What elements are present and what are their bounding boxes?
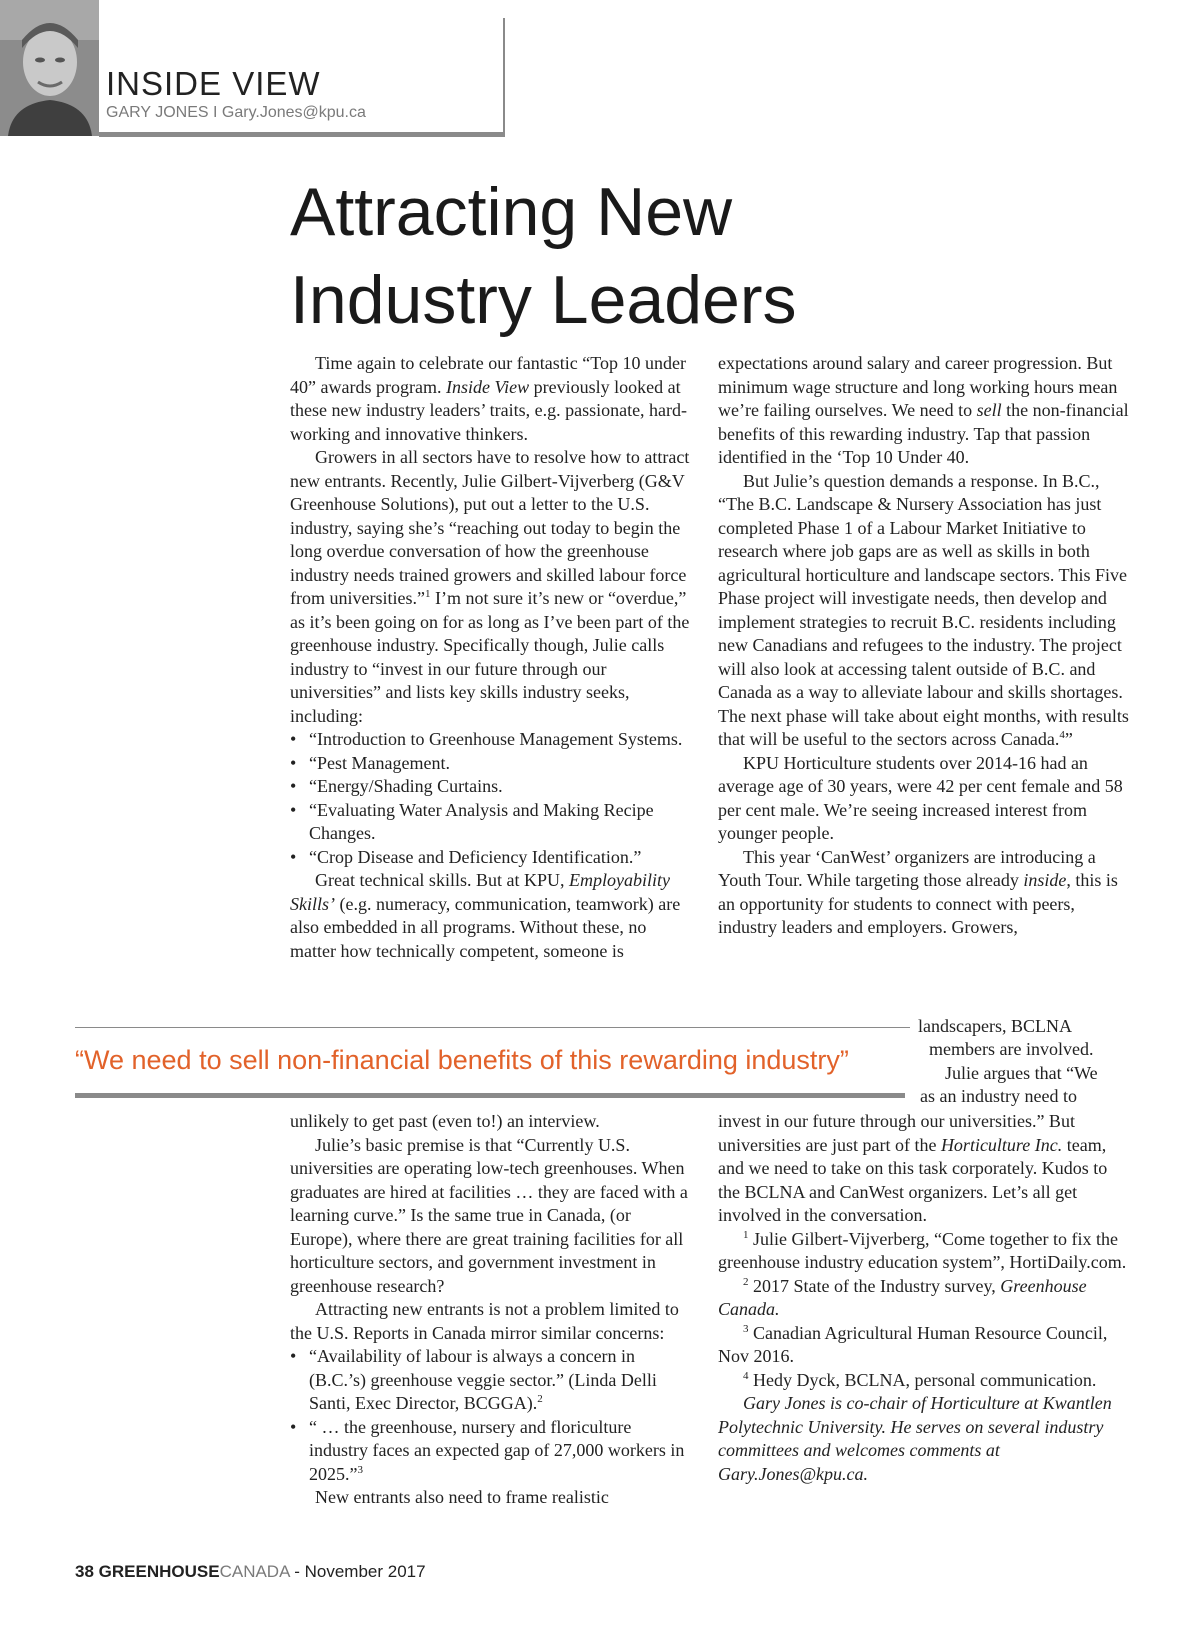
italic-text: inside	[1023, 870, 1067, 890]
footnote-number: 4	[743, 1369, 749, 1382]
italic-text: Gary Jones is co-chair of Horticulture at Kwantlen Polytechnic University. He serves on several industry committees and welcomes comments at Gary.Jones@kpu.ca.	[718, 1393, 1112, 1484]
footnote-ref: 4	[1059, 729, 1065, 741]
body-column-1	[290, 352, 690, 963]
pull-quote: “We need to sell non-financial benefits of this rewarding industry”	[75, 1045, 849, 1075]
footnote-number: 3	[743, 1322, 749, 1335]
italic-text: Greenhouse Canada.	[718, 1275, 1087, 1319]
text-run: , this is an opportunity for students to connect with peers, industry leaders and employers. Growers,	[718, 870, 1118, 937]
text-run: (e.g. numeracy, communication, teamwork) are also embedded in all programs. Without these, no matter how technically competent, someone is	[290, 893, 681, 961]
text-run: previously looked at these new industry leaders’ traits, e.g. passionate, hard-working and innovative thinkers.	[290, 376, 688, 444]
quotes-list	[290, 1345, 690, 1486]
footnote-ref: 1	[424, 588, 431, 600]
text-run: I’m not sure it’s new or “overdue,” as it’s been going on for as long as I’ve been part of the greenhouse industry. Specifically though, Julie calls industry to “invest in our future through our universities” and lists key skills industry seeks, including:	[290, 588, 690, 726]
footnote-1	[718, 1228, 1130, 1275]
text-run: Hedy Dyck, BCLNA, personal communication.	[748, 1369, 1097, 1390]
text-wrap-line: as an industry need to	[920, 1086, 1077, 1106]
text-run: Growers in all sectors have to resolve how to attract new entrants. Recently, Julie Gilbert-Vijverberg (G&V Greenhouse Solutions), put out a letter to the U.S. industry, saying she’s “reaching out today to begin the long overdue conversation of how the greenhouse industry needs trained growers and skilled labour force from universities.”	[290, 447, 690, 608]
italic-text: Inside View	[445, 376, 530, 397]
text-run: expectations around salary and career progression. But minimum wage structure and long working hours mean we’re failing ourselves. We need to	[718, 353, 1118, 420]
column-name: INSIDE VIEW	[106, 65, 321, 102]
text-run: But Julie’s question demands a response. In B.C., “The B.C. Landscape & Nursery Association has just completed Phase 1 of a Labour Market Initiative to research where job gaps are as well as skills in both agricultural horticulture and landscape sectors. This Five Phase project will investigate needs, then develop and implement strategies to recruit B.C. residents including new Canadians and refugees to the industry. The project will also look at accessing talent outside of B.C. and Canada as a way to alleviate labour and skills shortages. The next phase will take about eight months, with results that will be useful to the sectors across Canada.	[718, 470, 1129, 749]
author-portrait-icon	[0, 0, 99, 136]
paragraph	[290, 446, 690, 728]
column-header	[0, 0, 505, 138]
text-run: “ … the greenhouse, nursery and floriculture industry faces an expected gap of 27,000 workers in 2025.”	[309, 1416, 685, 1484]
header-divider-vertical	[503, 18, 505, 136]
paragraph	[718, 470, 1130, 752]
footnote-number: 2	[743, 1275, 749, 1288]
headline-line-2: Industry Leaders	[290, 262, 797, 338]
text-wrap-line: landscapers, BCLNA	[918, 1016, 1072, 1036]
article-headline	[290, 168, 990, 344]
text-wrap-line: Julie argues that “We	[945, 1063, 1098, 1083]
paragraph	[718, 352, 1130, 470]
text-run: 2017 State of the Industry survey,	[748, 1275, 1001, 1296]
text-run: Great technical skills. But at KPU,	[315, 870, 569, 890]
paragraph	[290, 869, 690, 963]
body-column-1-continued	[290, 1110, 690, 1510]
paragraph: KPU Horticulture students over 2014-16 had an average age of 30 years, were 42 per cent female and 58 per cent male. We’re seeing increased interest from younger people.	[718, 752, 1123, 843]
body-column-2-continued	[718, 1110, 1130, 1486]
headline-line-1: Attracting New	[290, 174, 733, 250]
text-run: This year ‘CanWest’ organizers are introducing a Youth Tour. While targeting those already	[718, 846, 1096, 890]
list-item: • “Introduction to Greenhouse Management Systems.	[290, 728, 690, 752]
list-item: • “Pest Management.	[290, 752, 690, 776]
text-wrap-line: members are involved.	[929, 1039, 1094, 1059]
text-run: invest in our future through our universities.” But universities are just part of the	[718, 1111, 1075, 1155]
list-item: • “Energy/Shading Curtains.	[290, 775, 690, 799]
author-bio	[718, 1392, 1130, 1486]
author-photo	[0, 0, 99, 136]
list-item	[290, 1345, 690, 1416]
paragraph: Attracting new entrants is not a problem limited to the U.S. Reports in Canada mirror similar concerns:	[290, 1299, 679, 1343]
issue-date: - November 2017	[294, 1562, 426, 1581]
pullquote-rule-bottom	[75, 1093, 905, 1098]
text-run: team, and we need to take on this task corporately. Kudos to the BCLNA and CanWest organizers. Let’s all get involved in the conversation.	[718, 1134, 1108, 1225]
text-run: Time again to celebrate our fantastic “Top 10 under 40” awards program.	[290, 353, 686, 397]
text-run: Canadian Agricultural Human Resource Council, Nov 2016.	[718, 1322, 1108, 1366]
magazine-name: GREENHOUSE	[98, 1562, 220, 1581]
page-footer	[75, 1562, 426, 1582]
text-run: “Availability of labour is always a concern in (B.C.’s) greenhouse veggie sector.” (Linda Delli Santi, Exec Director, BCGGA).	[309, 1346, 657, 1413]
author-byline: GARY JONES I Gary.Jones@kpu.ca	[106, 104, 366, 121]
italic-text: Horticulture Inc.	[940, 1134, 1063, 1155]
paragraph	[290, 352, 690, 446]
body-column-2	[718, 352, 1130, 940]
footnote-3	[718, 1322, 1130, 1369]
pullquote-rule-top	[75, 1027, 910, 1028]
italic-text: Employability Skills’	[290, 870, 670, 914]
header-divider-horizontal	[99, 132, 505, 137]
magazine-name-suffix: CANADA	[219, 1562, 290, 1581]
skills-list	[290, 728, 690, 869]
paragraph: New entrants also need to frame realistic	[315, 1487, 609, 1507]
text-run: ”	[1064, 729, 1073, 749]
list-item: • “Crop Disease and Deficiency Identification.”	[290, 846, 690, 870]
paragraph	[718, 1110, 1130, 1228]
paragraph: unlikely to get past (even to!) an interview.	[290, 1111, 600, 1131]
text-run: the non-financial benefits of this rewarding industry. Tap that passion identified in the ‘Top 10 Under 40.	[718, 400, 1129, 467]
paragraph: Julie’s basic premise is that “Currently U.S. universities are operating low-tech greenhouses. When graduates are hired at facilities … they are faced with a learning curve.” Is the same true in Canada, (or Europe), where there are great training facilities for all horticulture sectors, and government investment in greenhouse research?	[290, 1134, 688, 1296]
footnote-4	[718, 1369, 1130, 1393]
footnote-number: 1	[743, 1228, 749, 1241]
page-number: 38	[75, 1562, 94, 1581]
list-item: • “Evaluating Water Analysis and Making Recipe Changes.	[290, 799, 690, 846]
footnote-ref: 3	[357, 1463, 363, 1476]
footnote-2	[718, 1275, 1130, 1322]
footnote-ref: 2	[537, 1393, 543, 1405]
italic-text: sell	[976, 400, 1002, 420]
text-run: Julie Gilbert-Vijverberg, “Come together to fix the greenhouse industry education system”, HortiDaily.com.	[718, 1228, 1127, 1272]
paragraph	[718, 846, 1130, 940]
list-item	[290, 1416, 690, 1487]
